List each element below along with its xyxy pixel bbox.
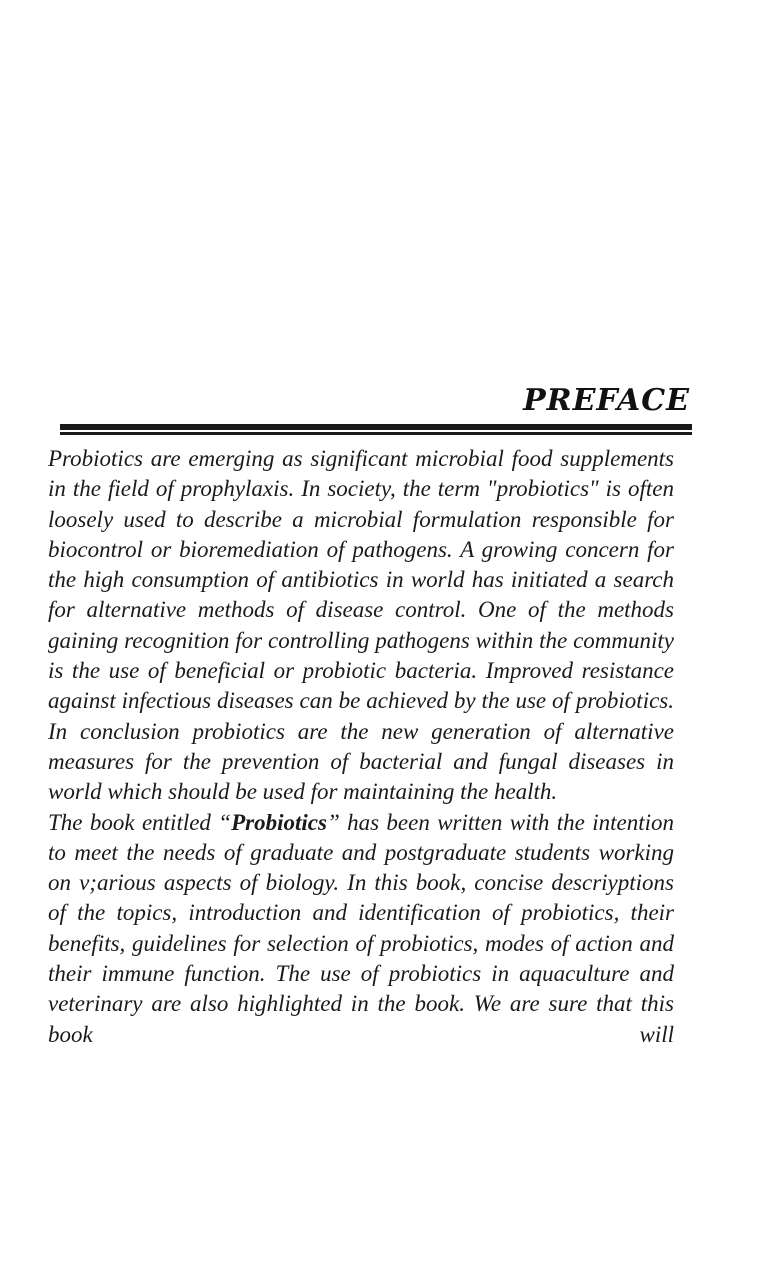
paragraph-2-rest: ” has been written with the intention to meet the needs of graduate and postgraduate students working on v;arious aspects of biology. In this book, concise descriyptions of the topics, introduction and identification of probiotics, their benefits, guidelines for selection of probiotics, modes of action and their immune function. The use of probiotics in aquaculture and veterinary are also highlighted in the book. We are sure that this book will [48, 809, 674, 1047]
paragraph-2 [48, 808, 674, 1050]
paragraph-2-start: The book entitled “ [48, 809, 232, 835]
paragraph-1: Probiotics are emerging as significant microbial food supplements in the field of prophylaxis. In society, the term "probiotics" is often loosely used to describe a microbial formulation responsible for biocontrol or bioremediation of pathogens. A growing concern for the high consumption of antibiotics in world has initiated a search for alternative methods of disease control. One of the methods gaining recognition for controlling pathogens within the community is the use of beneficial or probiotic bacteria. Improved resistance against infectious diseases can be achieved by the use of probiotics. In conclusion probiotics are the new generation of alternative measures for the prevention of bacterial and fungal diseases in world which should be used for maintaining the health. [48, 446, 674, 805]
heading-rule-thick [60, 424, 692, 430]
heading-rule-thin [60, 432, 692, 435]
preface-body [48, 444, 674, 1050]
book-title-emphasis: Probiotics [231, 809, 327, 835]
page-title: PREFACE [523, 383, 690, 418]
